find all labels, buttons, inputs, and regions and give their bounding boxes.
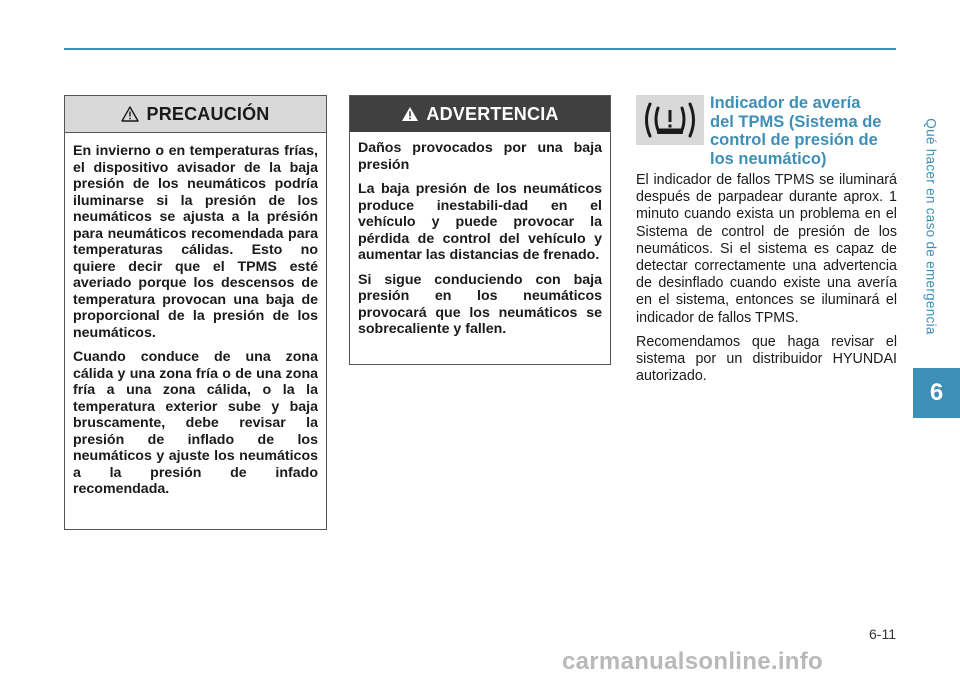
indicator-title-line: del TPMS (Sistema de [710, 112, 882, 131]
warning-paragraph: Si sigue conduciendo con baja presión en los neumáticos provocará que los neumáticos se sobrecaliente y fallen. [358, 271, 602, 337]
caution-title: PRECAUCIÓN [146, 103, 270, 124]
caution-header [65, 96, 326, 133]
indicator-paragraph: Recomendamos que haga revisar el sistema por un distribuidor HYUNDAI autorizado. [636, 333, 897, 385]
caution-paragraph: En invierno o en temperaturas frías, el dispositivo avisador de la baja presión de los neumáticos podría iluminarse si la presión de los neumáticos se ajusta a la présión para neumáticos recomendada para temperaturas cálidas. Esto no quiere decir que el TPMS esté averiado porque los descensos de temperatura provocan una baja de proporcional de la presión de los neumáticos. [73, 143, 318, 341]
warning-box [349, 95, 611, 365]
top-rule [64, 48, 896, 50]
watermark: carmanualsonline.info [562, 648, 824, 675]
chapter-number: 6 [929, 379, 944, 406]
chapter-tab [913, 368, 960, 418]
tpms-malfunction-icon [636, 95, 704, 145]
caution-paragraph: Cuando conduce de una zona cálida y una zona fría o de una zona fría a una zona cálida, o la la temperatura exterior sube y baja bruscamente, debe revisar la presión de inflado de los neumáticos y ajuste los neumáticos a la presión de infado recomendada. [73, 349, 318, 497]
warning-triangle-icon [401, 106, 419, 122]
indicator-title-line: los neumático) [710, 149, 827, 168]
warning-body [350, 132, 610, 338]
page-number: 6-11 [869, 626, 896, 642]
warning-triangle-icon [121, 106, 139, 122]
caution-body [65, 133, 326, 498]
indicator-title [710, 94, 900, 168]
indicator-title-line: Indicador de avería [710, 94, 861, 112]
caution-box [64, 95, 327, 530]
section-label [918, 90, 944, 362]
indicator-text [636, 172, 897, 392]
section-label-text: Qué hacer en caso de emergencia [923, 117, 939, 335]
indicator-title-line: control de presión de [710, 131, 878, 149]
warning-paragraph: La baja presión de los neumáticos produce inestabili-dad en el vehículo y puede provocar la pérdida de control del vehículo y aumentar las distancias de frenado. [358, 181, 602, 263]
warning-header [350, 96, 610, 132]
warning-title: ADVERTENCIA [426, 103, 559, 124]
indicator-paragraph: El indicador de fallos TPMS se iluminará después de parpadear durante aprox. 1 minuto cuando exista un problema en el Sistema de control de presión de los neumáticos. Si el sistema es capaz de detectar correctamente una advertencia de desinflado cuando existe una avería en el sistema, entonces se iluminará el indicador de fallos TPMS. [636, 172, 897, 326]
warning-paragraph: Daños provocados por una baja presión [358, 140, 602, 173]
